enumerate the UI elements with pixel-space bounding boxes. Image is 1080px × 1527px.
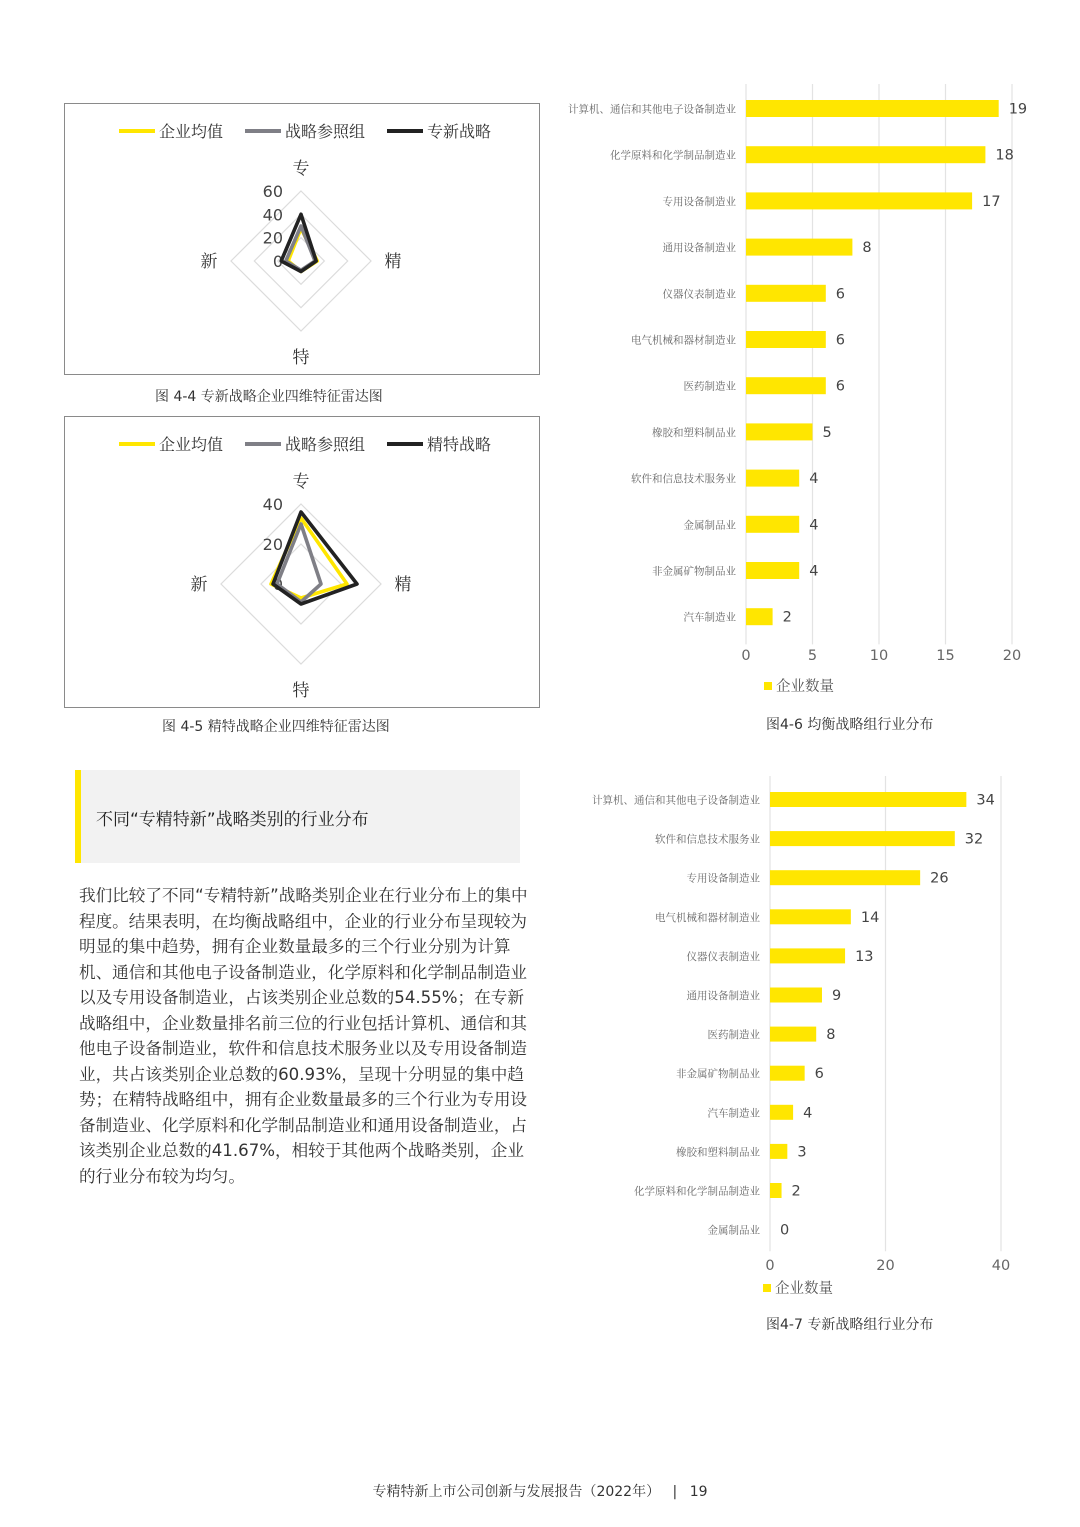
category-label-6: 医药制造业 [707, 1029, 760, 1042]
page-number: 19 [689, 1484, 708, 1500]
category-label-2: 专用设备制造业 [686, 872, 760, 885]
data-label-11: 2 [782, 609, 792, 626]
category-label-3: 电气机械和器材制造业 [655, 911, 760, 924]
radar-chart-4-5-panel [64, 416, 540, 708]
bar-chart-4-6 [545, 80, 1065, 705]
data-label-8: 4 [803, 1105, 813, 1122]
category-label-4: 仪器仪表制造业 [686, 950, 760, 963]
category-label-1: 化学原料和化学制品制造业 [610, 149, 736, 162]
data-label-0: 34 [976, 792, 995, 809]
legend-swatch [764, 682, 772, 690]
data-label-1: 18 [995, 147, 1014, 164]
data-label-3: 8 [862, 240, 872, 257]
footer-separator: | [672, 1484, 678, 1500]
legend-label-0: 企业均值 [159, 435, 224, 454]
data-label-5: 6 [835, 332, 846, 349]
category-label-11: 金属制品业 [707, 1224, 760, 1237]
data-label-10: 2 [791, 1183, 801, 1200]
data-label-10: 4 [809, 563, 819, 580]
bar-2 [746, 192, 972, 209]
x-tick-label-1: 5 [807, 648, 818, 664]
data-label-7: 5 [822, 424, 832, 441]
bar-10 [770, 1183, 782, 1198]
section-header [75, 770, 520, 863]
category-label-5: 电气机械和器材制造业 [631, 334, 736, 347]
category-label-7: 非金属矿物制品业 [676, 1068, 760, 1081]
data-label-6: 6 [835, 378, 846, 395]
radar-chart-4-4 [65, 104, 541, 376]
bar-11 [746, 608, 773, 625]
bar-4 [770, 948, 845, 963]
caption-4-7: 图4-7 专新战略组行业分布 [766, 1317, 934, 1333]
bar-0 [770, 792, 966, 807]
category-label-11: 汽车制造业 [683, 611, 736, 624]
data-label-11: 0 [780, 1222, 790, 1239]
x-tick-label-0: 0 [741, 648, 751, 664]
radar-gridline-0 [231, 191, 371, 331]
data-label-6: 8 [826, 1027, 836, 1044]
body-paragraph: 我们比较了不同“专精特新”战略类别企业在行业分布上的集中程度。结果表明，在均衡战略组中，企业的行业分布呈现较为明显的集中趋势，拥有企业数量最多的三个行业分别为计算机、通信和其他电子设备制造业，化学原料和化学制品制造业以及专用设备制造业，占该类别企业总数的54.55%；在专新战略组中，企业数量排名前三位的行业包括计算机、通信和其他电子设备制造业，软件和信息技术服务业以及专用设备制造业，共占该类别企业总数的60.93%，呈现十分明显的集中趋势；在精特战略组中，拥有企业数量最多的三个行业为专用设备制造业、化学原料和化学制品制造业和通用设备制造业，占该类别企业总数的41.67%，相较于其他两个战略类别，企业的行业分布较为均匀。 [79, 886, 528, 1186]
category-label-10: 非金属矿物制品业 [652, 565, 736, 578]
radar-series-2 [281, 214, 316, 271]
data-label-1: 32 [964, 831, 984, 848]
radar-axis-label-1: 精 [394, 575, 412, 595]
radar-axis-label-2: 特 [292, 681, 310, 701]
radar-tick-1: 20 [262, 535, 283, 554]
bar-8 [770, 1105, 793, 1120]
x-tick-label-1: 20 [876, 1258, 895, 1274]
category-label-8: 软件和信息技术服务业 [631, 473, 736, 486]
caption-4-4: 图 4-4 专新战略企业四维特征雷达图 [155, 389, 383, 405]
radar-tick-2: 0 [272, 575, 283, 594]
bar-10 [746, 562, 799, 579]
data-label-3: 14 [860, 909, 880, 926]
bar-1 [770, 831, 955, 846]
bar-5 [746, 331, 826, 348]
category-label-8: 汽车制造业 [707, 1107, 760, 1120]
category-label-3: 通用设备制造业 [662, 242, 736, 255]
legend-label-1: 战略参照组 [285, 435, 366, 454]
legend-label-0: 企业均值 [159, 122, 224, 141]
radar-axis-label-3: 新 [200, 252, 218, 272]
radar-tick-3: 0 [272, 252, 283, 271]
bar-9 [746, 516, 799, 533]
category-label-4: 仪器仪表制造业 [662, 288, 736, 301]
bar-7 [770, 1066, 805, 1081]
radar-axis-label-0: 专 [292, 159, 310, 179]
bar-0 [746, 100, 999, 117]
bar-1 [746, 146, 985, 163]
radar-axis-label-3: 新 [190, 575, 208, 595]
radar-chart-4-4-panel [64, 103, 540, 375]
bar-7 [746, 423, 813, 440]
data-label-9: 4 [809, 517, 819, 534]
radar-chart-4-5 [65, 417, 541, 709]
data-label-8: 4 [809, 471, 819, 488]
legend-label: 企业数量 [776, 679, 834, 695]
bar-9 [770, 1144, 787, 1159]
radar-axis-label-2: 特 [292, 348, 310, 368]
legend-label-1: 战略参照组 [285, 122, 366, 141]
category-label-2: 专用设备制造业 [662, 195, 736, 208]
category-label-5: 通用设备制造业 [686, 990, 760, 1002]
radar-axis-label-0: 专 [292, 472, 310, 492]
category-label-7: 橡胶和塑料制品业 [652, 426, 736, 439]
data-label-0: 19 [1008, 101, 1028, 118]
data-label-4: 6 [835, 286, 846, 303]
data-label-7: 6 [814, 1066, 824, 1083]
bar-6 [746, 377, 826, 394]
bar-5 [770, 988, 822, 1003]
page-footer [0, 1481, 1080, 1501]
radar-tick-2: 20 [262, 228, 283, 248]
x-tick-label-2: 40 [991, 1258, 1011, 1274]
bar-2 [770, 870, 920, 885]
bar-chart-4-7 [545, 775, 1065, 1305]
data-label-5: 9 [831, 988, 842, 1004]
data-label-9: 3 [797, 1144, 807, 1161]
category-label-6: 医药制造业 [683, 380, 736, 393]
category-label-0: 计算机、通信和其他电子设备制造业 [592, 794, 760, 807]
data-label-2: 26 [930, 870, 949, 887]
footer-title: 专精特新上市公司创新与发展报告（2022年） [372, 1484, 661, 1500]
data-label-2: 17 [982, 193, 1001, 210]
caption-4-6: 图4-6 均衡战略组行业分布 [766, 717, 934, 733]
caption-4-5: 图 4-5 精特战略企业四维特征雷达图 [162, 719, 390, 735]
legend-swatch [763, 1284, 771, 1292]
radar-tick-0: 40 [262, 495, 283, 514]
bar-6 [770, 1027, 816, 1042]
category-label-9: 金属制品业 [683, 519, 736, 532]
legend-label-2: 精特战略 [427, 435, 492, 454]
legend-label: 企业数量 [775, 1281, 833, 1297]
bar-4 [746, 285, 826, 302]
x-tick-label-2: 10 [869, 648, 889, 664]
category-label-9: 橡胶和塑料制品业 [676, 1146, 760, 1159]
bar-3 [746, 239, 852, 256]
radar-tick-1: 40 [262, 205, 283, 225]
category-label-1: 软件和信息技术服务业 [655, 833, 760, 846]
bar-8 [746, 470, 799, 487]
x-tick-label-0: 0 [765, 1258, 775, 1274]
category-label-0: 计算机、通信和其他电子设备制造业 [568, 103, 736, 116]
x-tick-label-3: 15 [936, 648, 955, 664]
x-tick-label-4: 20 [1002, 648, 1022, 664]
category-label-10: 化学原料和化学制品制造业 [634, 1185, 760, 1198]
legend-label-2: 专新战略 [427, 122, 492, 141]
radar-tick-0: 60 [262, 182, 283, 201]
radar-axis-label-1: 精 [384, 252, 402, 272]
data-label-4: 13 [855, 948, 874, 965]
bar-3 [770, 909, 851, 924]
section-title: 不同“专精特新”战略类别的行业分布 [96, 810, 369, 830]
